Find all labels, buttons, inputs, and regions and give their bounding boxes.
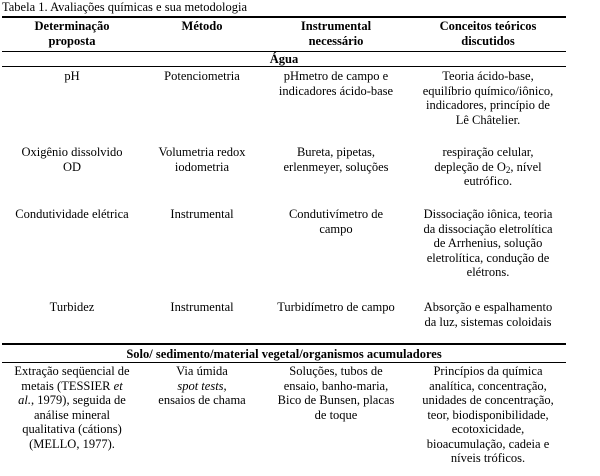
header-determinacao-line2: proposta	[48, 33, 96, 48]
cell-line: ensaios de chama	[158, 393, 246, 407]
cell-line: (MELLO, 1977).	[29, 436, 115, 451]
cell-line: Absorção e espalhamento	[423, 300, 553, 314]
cell-line	[2, 379, 142, 394]
section-solo-top-rule	[2, 343, 566, 345]
header-instrumental-line2: necessário	[308, 33, 364, 48]
table-row-od-instrumental	[264, 145, 408, 174]
subscript: 2	[505, 164, 511, 175]
cell-line: pHmetro de campo e	[283, 69, 389, 83]
table-row-od-determinacao	[4, 145, 140, 174]
table-row-od-metodo	[148, 145, 256, 174]
cell-line: Bureta, pipetas,	[296, 145, 376, 159]
cell-line: eletrolítica, condução de	[426, 250, 550, 265]
table-row-condutividade-instrumental	[264, 207, 408, 236]
cell-line: Princípios da química	[433, 364, 543, 378]
cell-line: Instrumental	[170, 300, 234, 314]
cell-text: metais (TESSIER	[21, 378, 114, 393]
header-instrumental-line1: Instrumental	[300, 19, 372, 33]
table-row-turbidez-determinacao	[4, 300, 140, 315]
cell-line: Extração seqüencial de	[14, 364, 130, 378]
cell-line: respiração celular,	[442, 145, 534, 159]
table-row-condutividade-determinacao	[4, 207, 140, 222]
cell-line: da dissociação eletrolítica	[423, 221, 553, 236]
table-row-ph-determinacao	[4, 69, 140, 84]
cell-line: Dissociação iônica, teoria	[423, 207, 553, 221]
header-metodo	[148, 19, 256, 34]
header-instrumental	[264, 19, 408, 48]
table-row-solo-metodo	[148, 364, 256, 408]
cell-line: indicadores, princípio de	[426, 98, 550, 112]
cell-line: Teoria ácido-base,	[442, 69, 534, 83]
cell-line: equilíbrio químico/iônico,	[422, 83, 554, 98]
cell-text-italic: spot tests,	[177, 378, 227, 393]
cell-line: iodometria	[174, 159, 230, 174]
header-conceitos	[412, 19, 564, 48]
cell-line: Condutivímetro de	[288, 207, 384, 221]
table-row-turbidez-instrumental	[264, 300, 408, 315]
cell-line: analítica, concentração,	[429, 378, 547, 393]
cell-line	[148, 379, 256, 394]
cell-line: qualitativa (cátions)	[22, 422, 122, 436]
cell-line: Lê Châtelier.	[455, 112, 521, 127]
cell-line: Condutividade elétrica	[15, 207, 129, 221]
cell-line: Bico de Bunsen, placas	[277, 393, 395, 407]
section-solo: Solo/ sedimento/material vegetal/organismos acumuladores	[126, 347, 442, 361]
cell-line: da luz, sistemas coloidais	[424, 314, 552, 329]
cell-line: unidades de concentração,	[422, 393, 554, 407]
table-row-ph-conceitos	[412, 69, 564, 127]
cell-line: Soluções, tubos de	[289, 364, 383, 378]
header-conceitos-line2: discutidos	[461, 33, 515, 48]
cell-line: ecotoxicidade,	[451, 422, 525, 436]
cell-line: teor, biodisponibilidade,	[427, 407, 549, 422]
cell-line: Instrumental	[170, 207, 234, 221]
header-determinacao-line1: Determinação	[34, 19, 110, 33]
cell-line: de toque	[314, 407, 358, 422]
header-determinacao	[4, 19, 140, 48]
cell-text: , nível	[510, 159, 542, 174]
table-row-turbidez-conceitos	[412, 300, 564, 329]
cell-line: de Arrhenius, solução	[433, 236, 543, 250]
cell-line: indicadores ácido-base	[278, 83, 394, 98]
cell-line: Oxigênio dissolvido	[21, 145, 123, 159]
cell-line: níveis tróficos.	[450, 451, 526, 465]
cell-text-italic: al.	[18, 393, 32, 407]
cell-line: análise mineral	[33, 407, 110, 422]
cell-line: ensaio, banho-maria,	[283, 378, 389, 393]
cell-line: campo	[319, 221, 353, 236]
table-row-ph-instrumental	[264, 69, 408, 98]
table-caption: Tabela 1. Avaliações químicas e sua metodologia	[2, 0, 247, 14]
cell-line: pH	[64, 69, 80, 83]
table-row-solo-conceitos	[412, 364, 564, 466]
table-row-solo-instrumental	[264, 364, 408, 422]
table-row-ph-metodo	[148, 69, 256, 84]
header-metodo-line1: Método	[181, 19, 223, 33]
cell-line	[2, 393, 142, 408]
cell-line: erlenmeyer, soluções	[283, 159, 389, 174]
table-row-solo-determinacao	[2, 364, 142, 451]
cell-line: Turbidez	[49, 300, 95, 314]
cell-text: , 1979), seguida de	[31, 393, 126, 407]
cell-line: bioacumulação, cadeia e	[426, 436, 550, 451]
section-agua: Água	[269, 52, 299, 66]
cell-line: Volumetria redox	[158, 145, 246, 159]
header-conceitos-line1: Conceitos teóricos	[439, 19, 537, 33]
cell-line: eutrófico.	[463, 174, 513, 188]
table-row-od-conceitos	[412, 145, 564, 189]
cell-text: depleção de O	[434, 159, 506, 174]
top-rule	[2, 16, 566, 18]
table-row-condutividade-metodo	[148, 207, 256, 222]
cell-text-italic: et	[113, 378, 123, 393]
cell-line: Via úmida	[176, 364, 228, 378]
cell-line: Potenciometria	[164, 69, 240, 83]
section-agua-rule	[2, 66, 566, 67]
cell-line	[412, 160, 564, 175]
section-solo-rule	[2, 362, 566, 363]
table-row-turbidez-metodo	[148, 300, 256, 315]
cell-line: Turbidímetro de campo	[277, 300, 395, 314]
cell-line: OD	[62, 159, 82, 174]
cell-line: elétrons.	[466, 265, 510, 279]
table-row-condutividade-conceitos	[412, 207, 564, 280]
